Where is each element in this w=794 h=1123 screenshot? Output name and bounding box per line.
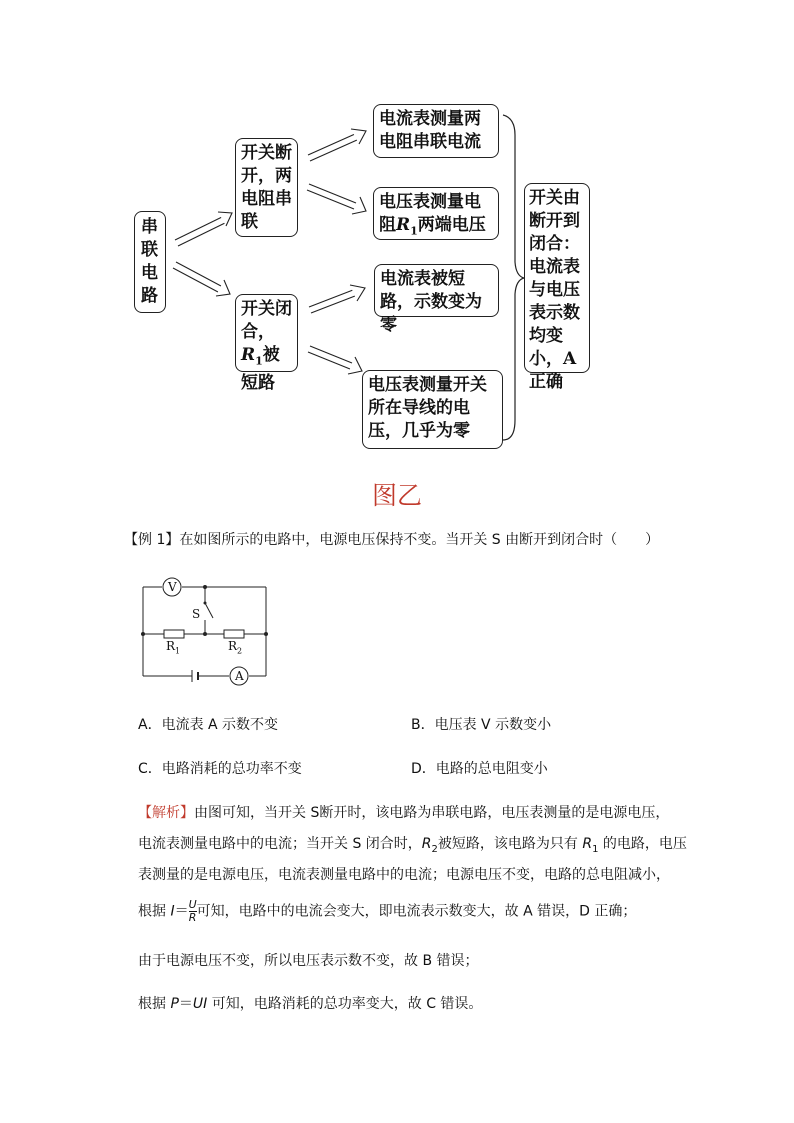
analysis-l6a: 根据 (138, 996, 171, 1012)
analysis-l2a: 电流表测量电路中的电流；当开关 S 闭合时， (138, 836, 422, 852)
analysis-l2b: 被短路，该电路为只有 (437, 836, 583, 852)
question-tag: 【例 1】 (124, 532, 180, 548)
flow-leaf-3-text: 电流表被短路，示数变为零 (380, 269, 482, 335)
option-c[interactable]: C．电路消耗的总功率不变 (138, 761, 302, 777)
arrow-root-to-open (175, 212, 232, 246)
analysis-line-6 (138, 994, 482, 1014)
closed-post: 被短路 (241, 345, 280, 394)
analysis-l6ui: UI (192, 996, 208, 1012)
analysis-l2r: R (421, 836, 432, 852)
leaf2-r: R (396, 215, 411, 235)
analysis-line-1 (138, 803, 669, 823)
r1-sub: 1 (175, 646, 181, 656)
ammeter-label: A (235, 669, 244, 683)
analysis-l4eq: ＝ (174, 903, 189, 920)
frac-num: U (188, 898, 197, 911)
r1-letter: R (166, 639, 176, 653)
analysis-l1: 由图可知，当开关 S断开时，该电路为串联电路，电压表测量的是电源电压， (194, 805, 670, 821)
option-d[interactable]: D．电路的总电阻变小 (411, 761, 548, 777)
question-line (124, 530, 659, 550)
flow-branch-open-text: 开关断开，两电阻串联 (241, 143, 292, 232)
option-b[interactable]: B．电压表 V 示数变小 (411, 717, 552, 733)
analysis-l6eq: ＝ (178, 996, 193, 1012)
arrow-open-to-leaf2 (307, 184, 366, 214)
formula-fraction (189, 899, 197, 924)
leaf2-pre: 电压表测量电阻 (379, 192, 481, 235)
brace (503, 115, 524, 440)
r2-letter: R (228, 639, 238, 653)
flow-branch-open (235, 138, 298, 237)
r1-label (166, 639, 180, 655)
analysis-l6b: 可知，电路消耗的总功率变大，故 C 错误。 (207, 996, 483, 1012)
r2-sub: 2 (237, 646, 243, 656)
leaf2-post: 两端电压 (417, 215, 486, 235)
figure-title: 图乙 (371, 481, 422, 510)
switch-label: S (192, 607, 201, 621)
flow-leaf-4 (362, 370, 503, 449)
analysis-l2sub2: 1 (592, 843, 599, 855)
question-stem: 在如图所示的电路中，电源电压保持不变。当开关 S 由断开到闭合时（ ） (179, 532, 660, 548)
flow-leaf-4-text: 电压表测量开关所在导线的电压，几乎为零 (368, 375, 487, 441)
analysis-l6p: P (170, 996, 179, 1012)
arrow-open-to-leaf1 (308, 129, 366, 161)
flow-leaf-1 (373, 104, 499, 158)
flow-leaf-2 (373, 187, 499, 240)
flow-root (134, 211, 166, 313)
analysis-line-4 (138, 899, 636, 924)
analysis-tag: 【解析】 (138, 805, 194, 821)
r2-label (228, 639, 242, 655)
analysis-l2sub: 2 (431, 843, 438, 855)
closed-r: R (241, 345, 256, 365)
flow-branch-closed (235, 294, 298, 394)
flow-leaf-1-text: 电流表测量两电阻串联电流 (379, 109, 481, 152)
analysis-l4i: I (170, 903, 175, 920)
analysis-l2r2: R (582, 836, 593, 852)
frac-den: R (188, 911, 197, 924)
closed-sub: 1 (255, 354, 263, 368)
flow-root-text: 串联电路 (141, 217, 158, 306)
analysis-l4a: 根据 (138, 903, 171, 920)
flow-conclusion (524, 183, 590, 392)
arrow-closed-to-leaf3 (309, 285, 365, 313)
leaf2-sub: 1 (410, 224, 418, 238)
closed-pre: 开关闭合， (241, 299, 292, 342)
arrow-closed-to-leaf4 (308, 346, 362, 374)
analysis-line-2 (138, 834, 687, 860)
analysis-l4b: 可知，电路中的电流会变大，即电流表示数变大，故 A 错误，D 正确； (196, 903, 637, 920)
flow-conclusion-text: 开关由断开到闭合：电流表与电压表示数均变小，A正确 (529, 188, 580, 392)
analysis-line-5: 由于电源电压不变，所以电压表示数不变，故 B 错误； (138, 953, 479, 969)
analysis-line-3: 表测量的是电源电压，电流表测量电路中的电流；电源电压不变，电路的总电阻减小， (138, 867, 670, 883)
flow-leaf-3 (374, 264, 499, 335)
option-a[interactable]: A．电流表 A 示数不变 (138, 717, 279, 733)
arrow-root-to-closed (173, 262, 230, 296)
analysis-l2c: 的电路，电压 (598, 836, 687, 852)
voltmeter-label: V (168, 580, 177, 594)
